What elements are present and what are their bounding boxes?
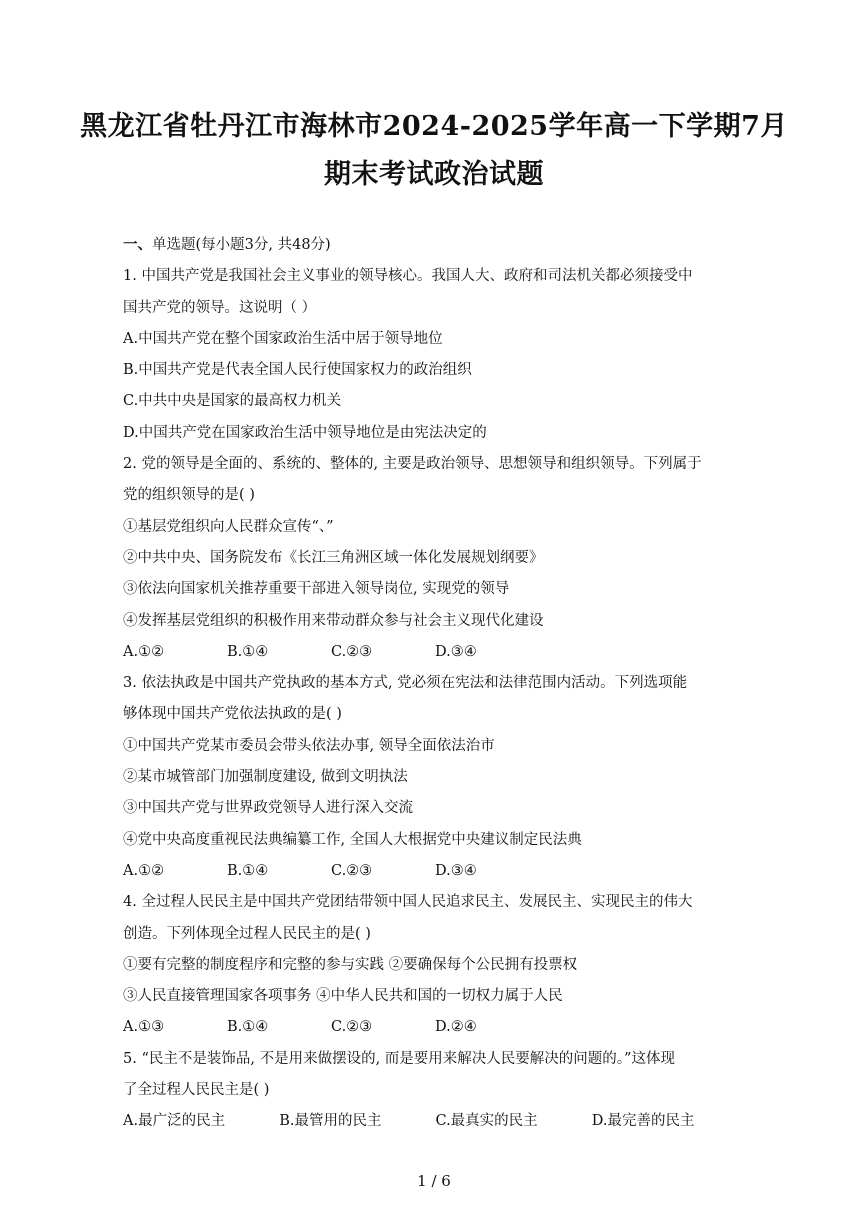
page-number: 1 / 6 <box>417 1172 451 1190</box>
answer-option: A.中国共产党在整个国家政治生活中居于领导地位 <box>123 330 443 347</box>
answer-option: B.①④ <box>227 643 269 660</box>
section-label: 单选题(每小题3分, 共48分) <box>152 237 331 253</box>
question-item: ④党中央高度重视民法典编纂工作, 全国人大根据党中央建议制定民法典 <box>123 831 582 848</box>
question-item: ④发挥基层党组织的积极作用来带动群众参与社会主义现代化建设 <box>123 612 544 629</box>
question-5 <box>123 1044 748 1138</box>
answer-option: C.②③ <box>331 643 373 660</box>
answer-options-row <box>123 1106 748 1137</box>
question-item: ③依法向国家机关推荐重要干部进入领导岗位, 实现党的领导 <box>123 581 510 598</box>
section-heading <box>123 229 748 261</box>
answer-option: A.①③ <box>123 1019 165 1036</box>
question-stem-line: 1. 中国共产党是我国社会主义事业的领导核心。我国人大、政府和司法机关都必须接受中 <box>123 268 693 285</box>
answer-option: B.①④ <box>227 862 269 879</box>
answer-option: A.最广泛的民主 <box>123 1113 226 1130</box>
answer-option: D.③④ <box>435 862 477 879</box>
document-title-line-1: 黑龙江省牡丹江市海林市2024-2025学年高一下学期7月 <box>80 111 788 142</box>
answer-options-row <box>123 637 748 668</box>
question-stem-line: 3. 依法执政是中国共产党执政的基本方式, 党必须在宪法和法律范围内活动。下列选项能 <box>123 675 688 692</box>
question-item: ①基层党组织向人民群众宣传“、” <box>123 518 334 535</box>
question-content <box>123 229 748 1138</box>
answer-option: B.①④ <box>227 1019 269 1036</box>
answer-option: A.①② <box>123 643 165 660</box>
answer-option: C.中共中央是国家的最高权力机关 <box>123 393 342 410</box>
question-1 <box>123 261 748 449</box>
question-item: ③人民直接管理国家各项事务 ④中华人民共和国的一切权力属于人民 <box>123 988 563 1005</box>
question-stem-line: 2. 党的领导是全面的、系统的、整体的, 主要是政治领导、思想领导和组织领导。下列属于 <box>123 456 702 473</box>
question-stem-line: 创造。下列体现全过程人民民主的是( ) <box>123 925 371 942</box>
answer-option: C.最真实的民主 <box>435 1113 538 1130</box>
question-item: ①中国共产党某市委员会带头依法办事, 领导全面依法治市 <box>123 737 495 754</box>
question-4 <box>123 887 748 1043</box>
question-stem-line: 了全过程人民民主是( ) <box>123 1082 270 1099</box>
question-item: ②某市城管部门加强制度建设, 做到文明执法 <box>123 769 408 786</box>
answer-option: B.最管用的民主 <box>279 1113 382 1130</box>
answer-option: A.①② <box>123 862 165 879</box>
question-stem-line: 党的组织领导的是( ) <box>123 487 255 504</box>
answer-option: D.③④ <box>435 643 477 660</box>
answer-option: D.中国共产党在国家政治生活中领导地位是由宪法决定的 <box>123 424 487 441</box>
document-title-line-2: 期末考试政治试题 <box>324 159 544 190</box>
answer-option: D.②④ <box>435 1019 477 1036</box>
question-3 <box>123 668 748 887</box>
question-2 <box>123 449 748 668</box>
answer-option: B.中国共产党是代表全国人民行使国家权力的政治组织 <box>123 362 472 379</box>
question-stem-line: 4. 全过程人民民主是中国共产党团结带领中国人民追求民主、发展民主、实现民主的伟大 <box>123 894 693 911</box>
section-number: 一、 <box>123 236 152 253</box>
answer-option: C.②③ <box>331 862 373 879</box>
question-stem-line: 5. “民主不是装饰品, 不是用来做摆设的, 而是要用来解决人民要解决的问题的。”这体现 <box>123 1050 675 1067</box>
question-stem-line: 够体现中国共产党依法执政的是( ) <box>123 706 342 723</box>
answer-options-row <box>123 1012 748 1043</box>
answer-option: C.②③ <box>331 1019 373 1036</box>
answer-option: D.最完善的民主 <box>591 1113 695 1130</box>
answer-options-row <box>123 856 748 887</box>
question-item: ①要有完整的制度程序和完整的参与实践 ②要确保每个公民拥有投票权 <box>123 956 578 973</box>
question-item: ②中共中央、国务院发布《长江三角洲区域一体化发展规划纲要》 <box>123 549 544 566</box>
question-item: ③中国共产党与世界政党领导人进行深入交流 <box>123 800 413 817</box>
question-stem-line: 国共产党的领导。这说明（ ） <box>123 299 317 316</box>
